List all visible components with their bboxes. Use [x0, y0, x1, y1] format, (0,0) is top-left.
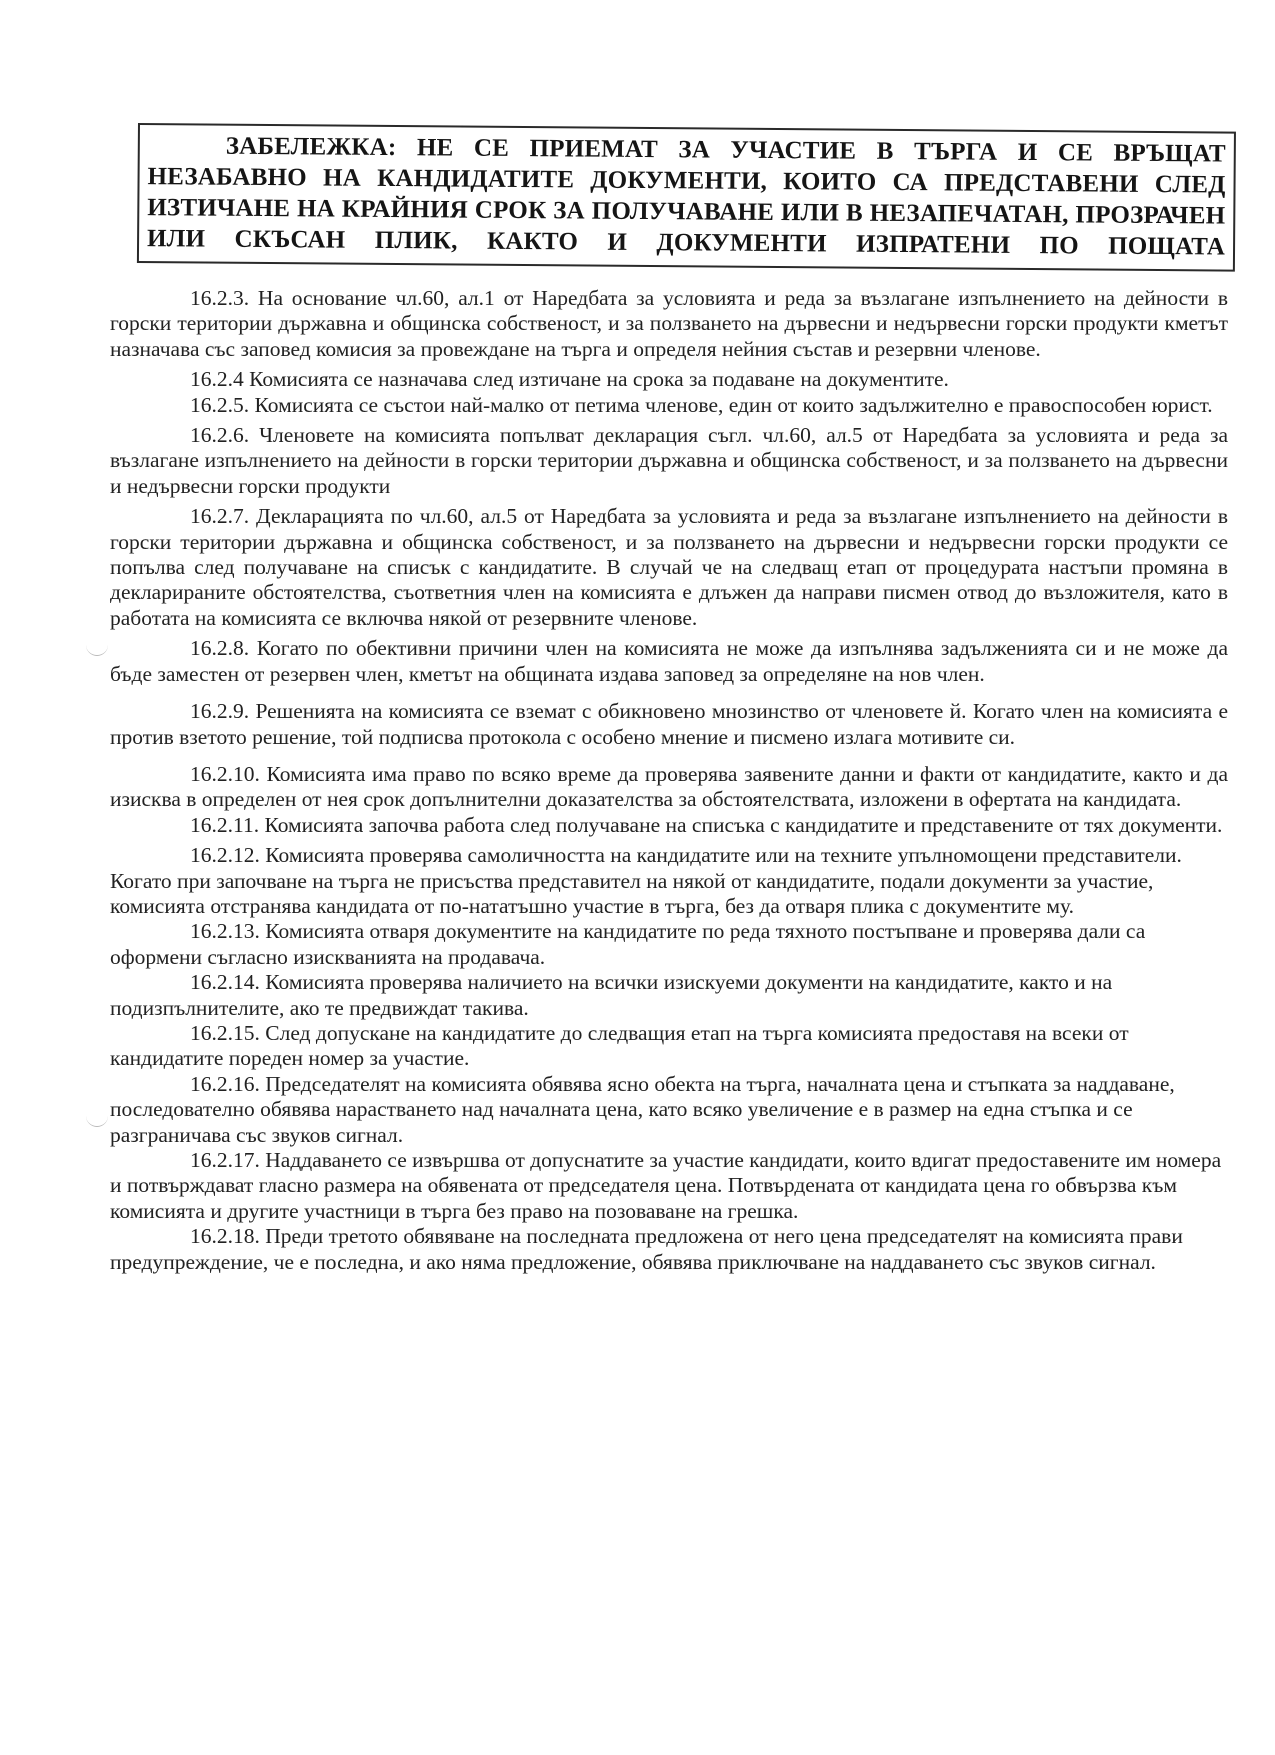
notice-text: ЗАБЕЛЕЖКА: НЕ СЕ ПРИЕМАТ ЗА УЧАСТИЕ В ТЪРГА И СЕ ВРЪЩАТ НЕЗАБАВНО НА КАНДИДАТИТЕ ДОКУМЕНТИ, КОИТО СА ПРЕДСТАВЕНИ СЛЕД ИЗТИЧАНЕ НА КРАЙНИЯ СРОК ЗА ПОЛУЧАВАНЕ ИЛИ В НЕЗАПЕЧАТАН, ПРОЗРАЧЕН ИЛИ СКЪСАН ПЛИК, КАКТО И ДОКУМЕНТИ ИЗПРАТЕНИ ПО ПОЩАТА — [146, 132, 1226, 261]
paragraph-16-2-15: 16.2.15. След допускане на кандидатите до следващия етап на търга комисията предоставя на всеки от кандидатите пореден номер за участие. — [110, 1020, 1129, 1071]
paragraph-16-2-14: 16.2.14. Комисията проверява наличието на всички изискуеми документи на кандидатите, както и на подизпълнителите, ако те предвиждат такива. — [110, 970, 1113, 1020]
paragraph-16-2-11: 16.2.11. Комисията започва работа след получаване на списъка с кандидатите и представените от тях документи. — [190, 812, 1223, 837]
hole-punch-mark — [86, 1112, 108, 1127]
paragraph-16-2-18: 16.2.18. Преди третото обявяване на последната предложена от него цена председателят на комисията прави предупреждение, че е последна, и ако няма предложение, обявява приключване на наддаването със звуков сигнал. — [110, 1224, 1183, 1274]
paragraph-16-2-8: 16.2.8. Когато по обективни причини член на комисията не може да изпълнява задълженията си и не може да бъде заместен от резервен член, кметът на общината издава заповед за определяне на нов член. — [110, 636, 1228, 686]
paragraph-16-2-4: 16.2.4 Комисията се назначава след изтичане на срока за подаване на документите. — [190, 367, 949, 392]
paragraph-16-2-7: 16.2.7. Декларацията по чл.60, ал.5 от Наредбата за условията и реда за възлагане изпълнението на дейности в горски територии държавна и общинска собственост, и за ползването на дървесни и недървесни горски продукти се попълва след получаване на списък с кандидатите. В случай че на следващ етап от процедурата настъпи промяна в декларираните обстоятелства, съответния член на комисията е длъжен да направи писмен отвод до възложителя, като в работата на комисията се включва някой от резервните членове. — [110, 504, 1228, 630]
paragraph-16-2-9: 16.2.9. Решенията на комисията се вземат с обикновено мнозинство от членовете й. Когато член на комисията е против взетото решение, той подписва протокола с особено мнение и писмено излага мотивите си. — [110, 699, 1228, 749]
notice-box — [137, 123, 1236, 272]
paragraph-16-2-5: 16.2.5. Комисията се състои най-малко от петима членове, един от които задължително е правоспособен юрист. — [190, 392, 1213, 417]
paragraph-16-2-6: 16.2.6. Членовете на комисията попълват декларация съгл. чл.60, ал.5 от Наредбата за условията и реда за възлагане изпълнението на дейности в горски територии държавна и общинска собственост, и за ползването на дървесни и недървесни горски продукти — [110, 423, 1228, 498]
paragraph-16-2-10: 16.2.10. Комисията има право по всяко време да проверява заявените данни и факти от кандидатите, както и да изисква в определен от нея срок допълнителни доказателства за обстоятелствата, изложени в офертата на кандидата. — [110, 761, 1228, 812]
paragraph-16-2-13: 16.2.13. Комисията отваря документите на кандидатите по реда тяхното постъпване и проверява дали са оформени съгласно изискванията на продавача. — [110, 919, 1146, 969]
paragraph-16-2-17: 16.2.17. Наддаването се извършва от допуснатите за участие кандидати, които вдигат предоставените им номера и потвърждават гласно размера на обявената от председателя цена. Потвърдената от кандидата цена го обвързва към комисията и другите участници в търга без право на позоваване на грешка. — [110, 1148, 1222, 1223]
paragraph-16-2-12: 16.2.12. Комисията проверява самоличността на кандидатите или на техните упълномощени представители. Когато при започване на търга не присъства представител на някой от кандидатите, подали документи за участие, комисията отстранява кандидата от по-нататъшно участие в търга, без да отваря плика с документите му. — [110, 843, 1182, 918]
document-body — [110, 286, 1228, 1275]
paragraph-16-2-16: 16.2.16. Председателят на комисията обявява ясно обекта на търга, началната цена и стъпката за наддаване, последователно обявява нарастването над началната цена, като всяко увеличение е в размер на една стъпка и се разграничава със звуков сигнал. — [110, 1071, 1175, 1147]
paragraph-16-2-3: 16.2.3. На основание чл.60, ал.1 от Наредбата за условията и реда за възлагане изпълнението на дейности в горски територии държавна и общинска собственост, и за ползването на дървесни и недървесни горски продукти кметът назначава със заповед комисия за провеждане на търга и определя нейния състав и резервни членове. — [110, 286, 1228, 361]
hole-punch-mark — [86, 641, 108, 656]
